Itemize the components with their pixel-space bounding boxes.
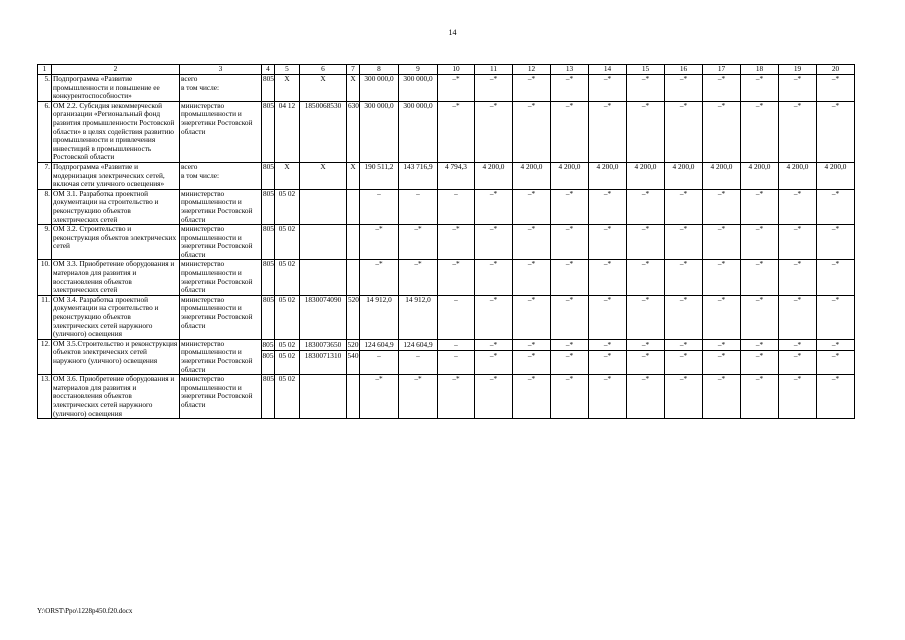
- target-article-cell: 1850068530: [300, 101, 347, 162]
- year-value-cell: –*: [513, 295, 551, 339]
- year-value-cell: –*: [779, 101, 817, 162]
- year-value-cell: [817, 339, 855, 374]
- year-value-cell: –*: [665, 75, 703, 102]
- row-number-cell: 10.: [38, 260, 52, 295]
- year-value-cell: –*: [399, 375, 438, 419]
- year-value-cell: –*: [627, 101, 665, 162]
- year-value-cell: –*: [741, 375, 779, 419]
- table-row: [38, 75, 855, 102]
- section-code-cell: 05 02: [275, 295, 300, 339]
- table-row: [38, 339, 855, 374]
- column-number-1: 1: [38, 65, 52, 75]
- year-value-cell: [665, 339, 703, 374]
- table-row: [38, 375, 855, 419]
- column-number-17: 17: [703, 65, 741, 75]
- year-value-cell: –*: [551, 189, 589, 224]
- year-value-cell: –*: [399, 260, 438, 295]
- year-value-cell: [627, 339, 665, 374]
- year-value-cell: –*: [817, 225, 855, 260]
- page-number: 14: [448, 28, 457, 37]
- year-value-cell: [513, 339, 551, 374]
- year-value-cell: [703, 339, 741, 374]
- program-name-cell: ОМ 3.2. Строительство и реконструкция объектов электрических сетей: [52, 225, 180, 260]
- year-value-cell: 4 200,0: [551, 162, 589, 189]
- year-value-cell: –*: [513, 225, 551, 260]
- year-value-cell: –*: [589, 375, 627, 419]
- budget-line-value: 540: [347, 350, 359, 360]
- expense-type-cell: [347, 339, 360, 374]
- grbs-code-cell: 805: [262, 295, 275, 339]
- section-code-cell: 04 12: [275, 101, 300, 162]
- year-value-cell: –*: [665, 260, 703, 295]
- year-value-cell: –*: [817, 189, 855, 224]
- year-value-cell: [475, 339, 513, 374]
- column-number-11: 11: [475, 65, 513, 75]
- executor-cell: министерство промышленности и энергетики Ростовской области: [180, 260, 262, 295]
- year-value-cell: –*: [665, 225, 703, 260]
- year-value-cell: [741, 339, 779, 374]
- row-number-cell: 12.: [38, 339, 52, 374]
- year-value-cell: –*: [779, 260, 817, 295]
- year-value-cell: –*: [513, 375, 551, 419]
- year-value-cell: –*: [551, 225, 589, 260]
- executor-cell: всего в том числе:: [180, 162, 262, 189]
- column-number-10: 10: [438, 65, 475, 75]
- target-article-cell: [300, 189, 347, 224]
- grbs-code-cell: 805: [262, 75, 275, 102]
- column-number-5: 5: [275, 65, 300, 75]
- section-code-cell: X: [275, 162, 300, 189]
- budget-table: [37, 64, 855, 419]
- column-number-6: 6: [300, 65, 347, 75]
- table-body: [38, 65, 855, 419]
- year-value-cell: –*: [779, 75, 817, 102]
- year-value-cell: –*: [817, 75, 855, 102]
- year-value-cell: –*: [703, 260, 741, 295]
- program-name-cell: ОМ 3.6. Приобретение оборудования и материалов для развития и восстановления объектов электрических сетей наружного (уличного) освещения: [52, 375, 180, 419]
- year-value-cell: –*: [779, 375, 817, 419]
- total-cell: [360, 339, 399, 374]
- executor-cell: министерство промышленности и энергетики Ростовской области: [180, 339, 262, 374]
- budget-line-value: –: [416, 350, 420, 360]
- grbs-code-cell: 805: [262, 260, 275, 295]
- year-value-cell: –*: [475, 189, 513, 224]
- expense-type-cell: X: [347, 75, 360, 102]
- year-value-cell: 4 200,0: [703, 162, 741, 189]
- executor-cell: министерство промышленности и энергетики Ростовской области: [180, 225, 262, 260]
- year-value-cell: 4 200,0: [589, 162, 627, 189]
- program-name-cell: ОМ 3.3. Приобретение оборудования и материалов для развития и восстановления объектов электрических сетей: [52, 260, 180, 295]
- executor-cell: министерство промышленности и энергетики Ростовской области: [180, 101, 262, 162]
- year-value-cell: –*: [627, 295, 665, 339]
- year-value-cell: –*: [589, 225, 627, 260]
- year-value-cell: –*: [703, 375, 741, 419]
- section-code-cell: 05 02: [275, 260, 300, 295]
- year-value-cell: 4 200,0: [779, 162, 817, 189]
- budget-line-value: –*: [717, 350, 726, 360]
- year-value-cell: –*: [741, 225, 779, 260]
- budget-line-value: 124 604,9: [399, 340, 437, 351]
- year-value-cell: 143 716,9: [399, 162, 438, 189]
- year-value-cell: –*: [817, 260, 855, 295]
- total-cell: 14 912,0: [360, 295, 399, 339]
- year-value-cell: –: [438, 295, 475, 339]
- budget-line-value: –*: [817, 340, 854, 351]
- year-value-cell: –*: [703, 75, 741, 102]
- year-value-cell: –*: [475, 375, 513, 419]
- year-value-cell: –*: [817, 375, 855, 419]
- budget-line-value: 520: [347, 339, 359, 349]
- program-name-cell: Подпрограмма «Развитие промышленности и повышение ее конкурентоспособности»: [52, 75, 180, 102]
- grbs-code-cell: [262, 339, 275, 374]
- executor-cell: всего в том числе:: [180, 75, 262, 102]
- row-number-cell: 9.: [38, 225, 52, 260]
- year-value-cell: –*: [399, 225, 438, 260]
- year-value-cell: –: [438, 189, 475, 224]
- column-number-14: 14: [589, 65, 627, 75]
- file-path-footer: Y:\ORST\Ppo\1228p450.f20.docx: [37, 607, 133, 615]
- grbs-code-cell: 805: [262, 189, 275, 224]
- row-number-cell: 5.: [38, 75, 52, 102]
- year-value-cell: –*: [589, 189, 627, 224]
- column-number-9: 9: [399, 65, 438, 75]
- row-number-cell: 11.: [38, 295, 52, 339]
- column-number-8: 8: [360, 65, 399, 75]
- budget-line-value: –*: [665, 340, 702, 351]
- table-row: [38, 260, 855, 295]
- budget-line-value: –: [438, 340, 474, 351]
- column-number-3: 3: [180, 65, 262, 75]
- table-row: [38, 225, 855, 260]
- year-value-cell: [779, 339, 817, 374]
- budget-line-value: –*: [627, 340, 664, 351]
- year-value-cell: –*: [438, 75, 475, 102]
- column-number-15: 15: [627, 65, 665, 75]
- year-value-cell: –*: [665, 189, 703, 224]
- year-value-cell: –*: [741, 295, 779, 339]
- year-value-cell: 4 200,0: [513, 162, 551, 189]
- total-cell: 190 511,2: [360, 162, 399, 189]
- expense-type-cell: [347, 189, 360, 224]
- program-name-cell: ОМ 3.5.Строительство и реконструкция объектов электрических сетей наружного (уличного) освещения: [52, 339, 180, 374]
- expense-type-cell: 630: [347, 101, 360, 162]
- budget-line-value: –*: [741, 340, 778, 351]
- expense-type-cell: [347, 260, 360, 295]
- year-value-cell: –*: [741, 75, 779, 102]
- column-number-12: 12: [513, 65, 551, 75]
- year-value-cell: 4 200,0: [475, 162, 513, 189]
- target-article-cell: [300, 260, 347, 295]
- budget-line-value: –*: [589, 340, 626, 351]
- year-value-cell: –*: [779, 225, 817, 260]
- program-name-cell: ОМ 3.4. Разработка проектной документации на строительство и реконструкцию объектов электрических сетей наружного (уличного) освещения: [52, 295, 180, 339]
- year-value-cell: –*: [475, 75, 513, 102]
- executor-cell: министерство промышленности и энергетики Ростовской области: [180, 375, 262, 419]
- budget-line-value: –*: [565, 350, 574, 360]
- year-value-cell: –*: [475, 295, 513, 339]
- year-value-cell: –*: [475, 260, 513, 295]
- column-number-18: 18: [741, 65, 779, 75]
- budget-line-value: –: [454, 350, 458, 360]
- budget-line-value: –*: [513, 340, 550, 351]
- year-value-cell: [399, 339, 438, 374]
- grbs-code-cell: 805: [262, 375, 275, 419]
- budget-line-value: –*: [703, 340, 740, 351]
- table-row: [38, 162, 855, 189]
- column-number-19: 19: [779, 65, 817, 75]
- program-name-cell: ОМ 2.2. Субсидия некоммерческой организации «Региональный фонд развития промышленности Ростовской области» в целях содействия развитию промышленности и привлечения инвестиций в промышленность Ростовской области: [52, 101, 180, 162]
- year-value-cell: –*: [627, 260, 665, 295]
- table-row: [38, 295, 855, 339]
- year-value-cell: –*: [817, 101, 855, 162]
- year-value-cell: –*: [513, 101, 551, 162]
- budget-line-value: 1830071310: [304, 350, 342, 360]
- budget-line-value: 1830073650: [300, 340, 346, 351]
- year-value-cell: –*: [475, 225, 513, 260]
- section-code-cell: 05 02: [275, 375, 300, 419]
- budget-line-value: –*: [679, 350, 688, 360]
- target-article-cell: [300, 225, 347, 260]
- grbs-code-cell: 805: [262, 225, 275, 260]
- year-value-cell: –*: [703, 295, 741, 339]
- expense-type-cell: 520: [347, 295, 360, 339]
- total-cell: –*: [360, 225, 399, 260]
- year-value-cell: 14 912,0: [399, 295, 438, 339]
- year-value-cell: –*: [589, 75, 627, 102]
- budget-line-value: –*: [779, 340, 816, 351]
- year-value-cell: –*: [513, 189, 551, 224]
- year-value-cell: –*: [741, 260, 779, 295]
- section-code-cell: 05 02: [275, 189, 300, 224]
- budget-line-value: 124 604,9: [360, 340, 398, 351]
- budget-line-value: –*: [527, 350, 536, 360]
- year-value-cell: –*: [438, 225, 475, 260]
- budget-line-value: 05 02: [275, 340, 299, 351]
- budget-line-value: 805: [262, 339, 274, 349]
- budget-line-value: –*: [475, 340, 512, 351]
- year-value-cell: [589, 339, 627, 374]
- year-value-cell: 4 200,0: [741, 162, 779, 189]
- section-code-cell: X: [275, 75, 300, 102]
- expense-type-cell: X: [347, 162, 360, 189]
- year-value-cell: –*: [665, 375, 703, 419]
- budget-line-value: –*: [755, 350, 764, 360]
- year-value-cell: –*: [665, 295, 703, 339]
- year-value-cell: –*: [817, 295, 855, 339]
- year-value-cell: –*: [627, 75, 665, 102]
- budget-line-value: –: [377, 350, 381, 360]
- budget-line-value: –*: [603, 350, 612, 360]
- total-cell: 300 000,0: [360, 75, 399, 102]
- year-value-cell: –*: [589, 260, 627, 295]
- year-value-cell: 4 794,3: [438, 162, 475, 189]
- row-number-cell: 6.: [38, 101, 52, 162]
- row-number-cell: 13.: [38, 375, 52, 419]
- year-value-cell: –*: [627, 225, 665, 260]
- year-value-cell: 300 000,0: [399, 101, 438, 162]
- year-value-cell: [551, 339, 589, 374]
- year-value-cell: –*: [438, 375, 475, 419]
- year-value-cell: [438, 339, 475, 374]
- budget-line-value: –*: [793, 350, 802, 360]
- year-value-cell: 4 200,0: [665, 162, 703, 189]
- row-number-cell: 8.: [38, 189, 52, 224]
- target-article-cell: X: [300, 75, 347, 102]
- column-number-16: 16: [665, 65, 703, 75]
- column-number-20: 20: [817, 65, 855, 75]
- expense-type-cell: [347, 375, 360, 419]
- year-value-cell: –*: [703, 101, 741, 162]
- year-value-cell: –*: [665, 101, 703, 162]
- year-value-cell: –*: [589, 295, 627, 339]
- budget-line-value: 805: [262, 350, 274, 360]
- column-number-13: 13: [551, 65, 589, 75]
- year-value-cell: 4 200,0: [817, 162, 855, 189]
- year-value-cell: –*: [703, 189, 741, 224]
- year-value-cell: –*: [438, 101, 475, 162]
- total-cell: –*: [360, 260, 399, 295]
- target-article-cell: [300, 339, 347, 374]
- year-value-cell: –*: [438, 260, 475, 295]
- expense-type-cell: [347, 225, 360, 260]
- year-value-cell: –*: [627, 189, 665, 224]
- grbs-code-cell: 805: [262, 162, 275, 189]
- column-number-7: 7: [347, 65, 360, 75]
- year-value-cell: 300 000,0: [399, 75, 438, 102]
- year-value-cell: –*: [741, 101, 779, 162]
- year-value-cell: –*: [475, 101, 513, 162]
- section-code-cell: 05 02: [275, 225, 300, 260]
- table-row: [38, 189, 855, 224]
- table-row: [38, 101, 855, 162]
- budget-line-value: –*: [551, 340, 588, 351]
- year-value-cell: –: [399, 189, 438, 224]
- year-value-cell: –*: [779, 189, 817, 224]
- year-value-cell: –*: [589, 101, 627, 162]
- target-article-cell: 1830074090: [300, 295, 347, 339]
- row-number-cell: 7.: [38, 162, 52, 189]
- grbs-code-cell: 805: [262, 101, 275, 162]
- year-value-cell: –*: [551, 295, 589, 339]
- year-value-cell: –*: [779, 295, 817, 339]
- target-article-cell: X: [300, 162, 347, 189]
- total-cell: –*: [360, 375, 399, 419]
- executor-cell: министерство промышленности и энергетики Ростовской области: [180, 189, 262, 224]
- program-name-cell: Подпрограмма «Развитие и модернизация электрических сетей, включая сети уличного освещения»: [52, 162, 180, 189]
- year-value-cell: –*: [551, 75, 589, 102]
- year-value-cell: –*: [551, 101, 589, 162]
- year-value-cell: –*: [513, 260, 551, 295]
- year-value-cell: –*: [703, 225, 741, 260]
- year-value-cell: –*: [627, 375, 665, 419]
- column-number-row: [38, 65, 855, 75]
- total-cell: 300 000,0: [360, 101, 399, 162]
- budget-line-value: –*: [831, 350, 840, 360]
- year-value-cell: –*: [551, 260, 589, 295]
- section-code-cell: [275, 339, 300, 374]
- year-value-cell: –*: [513, 75, 551, 102]
- budget-line-value: –*: [641, 350, 650, 360]
- total-cell: –: [360, 189, 399, 224]
- year-value-cell: 4 200,0: [627, 162, 665, 189]
- target-article-cell: [300, 375, 347, 419]
- year-value-cell: –*: [551, 375, 589, 419]
- year-value-cell: –*: [741, 189, 779, 224]
- column-number-4: 4: [262, 65, 275, 75]
- column-number-2: 2: [52, 65, 180, 75]
- program-name-cell: ОМ 3.1. Разработка проектной документации на строительство и реконструкцию объектов электрических сетей: [52, 189, 180, 224]
- budget-line-value: –*: [489, 350, 498, 360]
- executor-cell: министерство промышленности и энергетики Ростовской области: [180, 295, 262, 339]
- budget-line-value: 05 02: [278, 350, 296, 360]
